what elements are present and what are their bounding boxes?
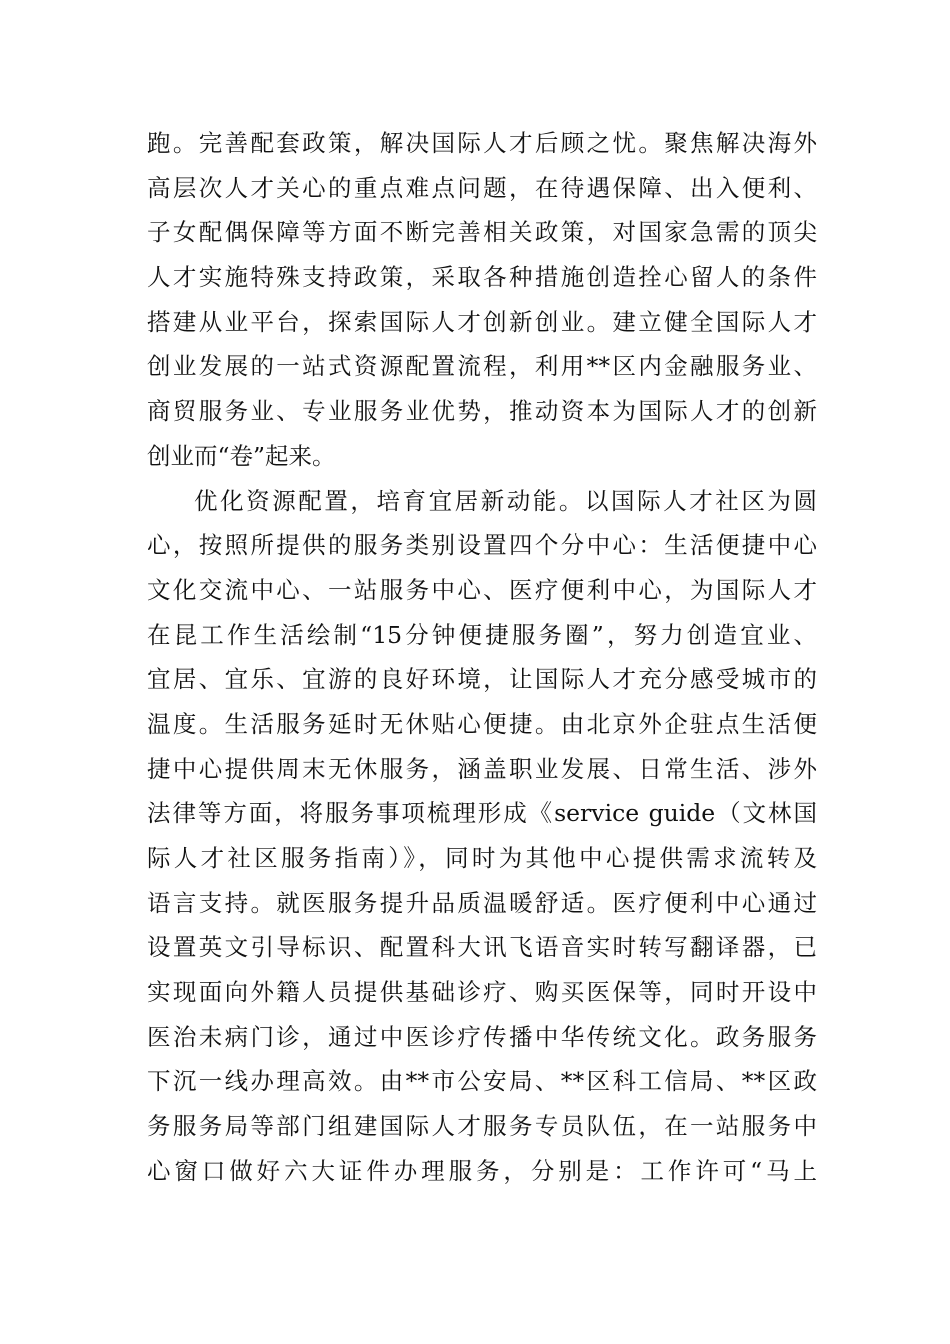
paragraph-1-line-1: 跑。完善配套政策，解决国际人才后顾之忧。聚焦解决海外: [147, 129, 817, 157]
paragraph-1-line-4: 人才实施特殊支持政策，采取各种措施创造拴心留人的条件: [147, 263, 817, 292]
paragraph-2-line-14: 下沉一线办理高效。由**市公安局、**区科工信局、**区政: [147, 1067, 817, 1096]
paragraph-1-line-3: 子女配偶保障等方面不断完善相关政策，对国家急需的顶尖: [147, 218, 817, 247]
paragraph-1-line-2: 高层次人才关心的重点难点问题，在待遇保障、出入便利、: [147, 173, 817, 202]
paragraph-2-line-12: 实现面向外籍人员提供基础诊疗、购买医保等，同时开设中: [147, 978, 817, 1007]
paragraph-2-line-16: 心窗口做好六大证件办理服务，分别是：工作许可“马上: [147, 1156, 817, 1185]
paragraph-1-line-7: 商贸服务业、专业服务业优势，推动资本为国际人才的创新: [147, 397, 817, 426]
paragraph-2-line-3: 文化交流中心、一站服务中心、医疗便利中心，为国际人才: [147, 575, 817, 604]
paragraph-2-line-7: 捷中心提供周末无休服务，涵盖职业发展、日常生活、涉外: [147, 754, 817, 783]
paragraph-1-line-8: 创业而“卷”起来。: [147, 441, 336, 470]
paragraph-1-line-6: 创业发展的一站式资源配置流程，利用**区内金融服务业、: [147, 352, 817, 381]
paragraph-2-line-6: 温度。生活服务延时无休贴心便捷。由北京外企驻点生活便: [147, 709, 817, 738]
paragraph-2-line-8: 法律等方面，将服务事项梳理形成《service guide（文林国: [147, 799, 817, 828]
paragraph-2-line-10: 语言支持。就医服务提升品质温暖舒适。医疗便利中心通过: [147, 888, 817, 917]
paragraph-2-line-2: 心，按照所提供的服务类别设置四个分中心：生活便捷中心: [147, 531, 817, 560]
paragraph-1-line-5: 搭建从业平台，探索国际人才创新创业。建立健全国际人才: [147, 307, 817, 336]
body-text: [147, 121, 817, 1194]
paragraph-2-line-15: 务服务局等部门组建国际人才服务专员队伍，在一站服务中: [147, 1112, 817, 1141]
paragraph-2-line-1: 优化资源配置，培育宜居新动能。以国际人才社区为圆: [194, 486, 817, 515]
paragraph-2-line-13: 医治未病门诊，通过中医诊疗传播中华传统文化。政务服务: [147, 1022, 817, 1051]
paragraph-2-line-4: 在昆工作生活绘制“15分钟便捷服务圈”，努力创造宜业、: [147, 620, 817, 649]
paragraph-2-line-5: 宜居、宜乐、宜游的良好环境，让国际人才充分感受城市的: [147, 665, 817, 694]
paragraph-2-line-9: 际人才社区服务指南）》，同时为其他中心提供需求流转及: [147, 844, 817, 872]
paragraph-2-line-11: 设置英文引导标识、配置科大讯飞语音实时转写翻译器，已: [147, 933, 817, 962]
